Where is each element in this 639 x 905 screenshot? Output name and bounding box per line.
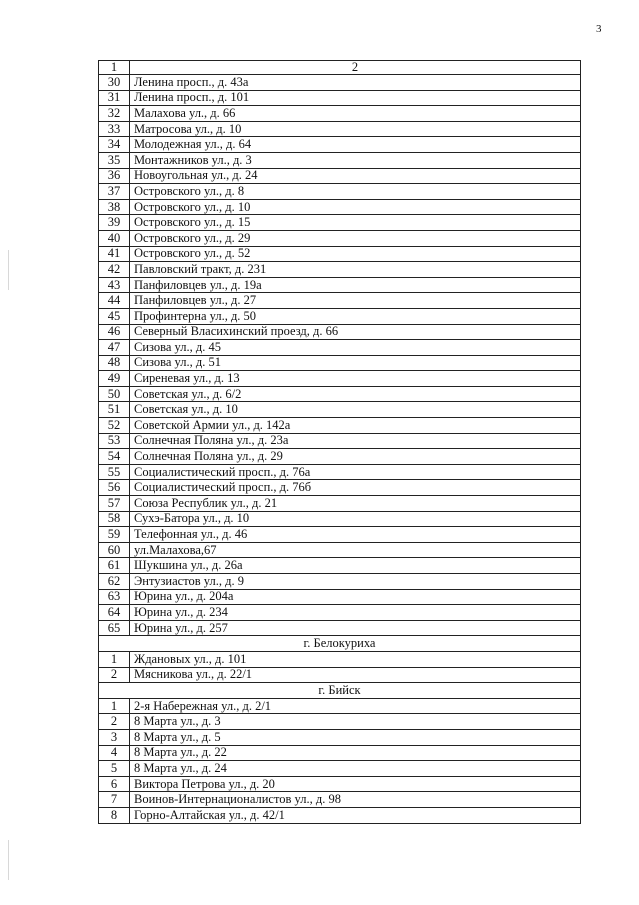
row-address: Юрина ул., д. 234 bbox=[130, 605, 581, 621]
address-table bbox=[98, 60, 581, 824]
row-address: 8 Марта ул., д. 22 bbox=[130, 745, 581, 761]
table-header-row bbox=[99, 61, 581, 75]
scan-edge-mark bbox=[8, 250, 9, 290]
header-col-address: 2 bbox=[130, 61, 581, 75]
table-row bbox=[99, 355, 581, 371]
table-row bbox=[99, 729, 581, 745]
row-address: Советская ул., д. 10 bbox=[130, 402, 581, 418]
row-address: Солнечная Поляна ул., д. 23а bbox=[130, 433, 581, 449]
row-number: 41 bbox=[99, 246, 130, 262]
table-row bbox=[99, 480, 581, 496]
table-row bbox=[99, 714, 581, 730]
table-row bbox=[99, 496, 581, 512]
row-number: 2 bbox=[99, 714, 130, 730]
table-row bbox=[99, 433, 581, 449]
row-number: 5 bbox=[99, 761, 130, 777]
row-address: ул.Малахова,67 bbox=[130, 542, 581, 558]
row-address: Юрина ул., д. 257 bbox=[130, 620, 581, 636]
row-number: 64 bbox=[99, 605, 130, 621]
table-row bbox=[99, 527, 581, 543]
row-address: 2-я Набережная ул., д. 2/1 bbox=[130, 698, 581, 714]
row-number: 4 bbox=[99, 745, 130, 761]
row-number: 44 bbox=[99, 293, 130, 309]
table-row bbox=[99, 152, 581, 168]
row-address: Сизова ул., д. 45 bbox=[130, 340, 581, 356]
table-row bbox=[99, 776, 581, 792]
row-address: Социалистический просп., д. 76б bbox=[130, 480, 581, 496]
table-row bbox=[99, 277, 581, 293]
table-row bbox=[99, 137, 581, 153]
scan-edge-mark bbox=[8, 840, 9, 880]
row-address: Шукшина ул., д. 26а bbox=[130, 558, 581, 574]
row-address: Советской Армии ул., д. 142а bbox=[130, 418, 581, 434]
table-row bbox=[99, 262, 581, 278]
row-number: 35 bbox=[99, 152, 130, 168]
city-heading-row bbox=[99, 683, 581, 699]
row-number: 2 bbox=[99, 667, 130, 683]
row-address: Горно-Алтайская ул., д. 42/1 bbox=[130, 807, 581, 823]
table-row bbox=[99, 574, 581, 590]
table-row bbox=[99, 620, 581, 636]
table-row bbox=[99, 589, 581, 605]
table-row bbox=[99, 402, 581, 418]
row-number: 61 bbox=[99, 558, 130, 574]
row-address: Союза Республик ул., д. 21 bbox=[130, 496, 581, 512]
row-number: 47 bbox=[99, 340, 130, 356]
row-address: Островского ул., д. 8 bbox=[130, 184, 581, 200]
row-address: Воинов-Интернационалистов ул., д. 98 bbox=[130, 792, 581, 808]
row-address: Северный Власихинский проезд, д. 66 bbox=[130, 324, 581, 340]
row-address: Павловский тракт, д. 231 bbox=[130, 262, 581, 278]
row-number: 37 bbox=[99, 184, 130, 200]
row-address: Молодежная ул., д. 64 bbox=[130, 137, 581, 153]
city-heading-row bbox=[99, 636, 581, 652]
table-row bbox=[99, 121, 581, 137]
row-address: Малахова ул., д. 66 bbox=[130, 106, 581, 122]
row-address: Островского ул., д. 10 bbox=[130, 199, 581, 215]
row-address: Виктора Петрова ул., д. 20 bbox=[130, 776, 581, 792]
row-number: 8 bbox=[99, 807, 130, 823]
table-row bbox=[99, 230, 581, 246]
row-address: Новоугольная ул., д. 24 bbox=[130, 168, 581, 184]
row-number: 59 bbox=[99, 527, 130, 543]
page-number: 3 bbox=[596, 23, 602, 35]
table-row bbox=[99, 324, 581, 340]
row-number: 46 bbox=[99, 324, 130, 340]
row-address: Солнечная Поляна ул., д. 29 bbox=[130, 449, 581, 465]
row-number: 56 bbox=[99, 480, 130, 496]
row-number: 50 bbox=[99, 386, 130, 402]
row-number: 31 bbox=[99, 90, 130, 106]
table-row bbox=[99, 511, 581, 527]
table-row bbox=[99, 293, 581, 309]
row-address: Юрина ул., д. 204а bbox=[130, 589, 581, 605]
row-number: 40 bbox=[99, 230, 130, 246]
row-address: Сиреневая ул., д. 13 bbox=[130, 371, 581, 387]
row-address: Сухэ-Батора ул., д. 10 bbox=[130, 511, 581, 527]
row-address: Островского ул., д. 52 bbox=[130, 246, 581, 262]
row-number: 55 bbox=[99, 464, 130, 480]
row-address: Матросова ул., д. 10 bbox=[130, 121, 581, 137]
row-number: 57 bbox=[99, 496, 130, 512]
row-number: 34 bbox=[99, 137, 130, 153]
row-number: 48 bbox=[99, 355, 130, 371]
row-address: Островского ул., д. 29 bbox=[130, 230, 581, 246]
row-address: Советская ул., д. 6/2 bbox=[130, 386, 581, 402]
table-row bbox=[99, 199, 581, 215]
row-number: 49 bbox=[99, 371, 130, 387]
table-row bbox=[99, 75, 581, 91]
table-row bbox=[99, 761, 581, 777]
table-row bbox=[99, 558, 581, 574]
table-row bbox=[99, 246, 581, 262]
row-number: 43 bbox=[99, 277, 130, 293]
row-number: 53 bbox=[99, 433, 130, 449]
row-address: Ленина просп., д. 101 bbox=[130, 90, 581, 106]
row-address: Мясникова ул., д. 22/1 bbox=[130, 667, 581, 683]
row-number: 30 bbox=[99, 75, 130, 91]
row-address: Телефонная ул., д. 46 bbox=[130, 527, 581, 543]
table-row bbox=[99, 698, 581, 714]
row-number: 3 bbox=[99, 729, 130, 745]
row-address: Монтажников ул., д. 3 bbox=[130, 152, 581, 168]
row-address: 8 Марта ул., д. 3 bbox=[130, 714, 581, 730]
table-row bbox=[99, 651, 581, 667]
row-number: 6 bbox=[99, 776, 130, 792]
row-number: 54 bbox=[99, 449, 130, 465]
table-row bbox=[99, 386, 581, 402]
row-number: 65 bbox=[99, 620, 130, 636]
row-address: Социалистический просп., д. 76а bbox=[130, 464, 581, 480]
row-number: 32 bbox=[99, 106, 130, 122]
row-number: 52 bbox=[99, 418, 130, 434]
row-number: 42 bbox=[99, 262, 130, 278]
table-row bbox=[99, 449, 581, 465]
table-row bbox=[99, 667, 581, 683]
table-row bbox=[99, 340, 581, 356]
table-row bbox=[99, 184, 581, 200]
table-row bbox=[99, 371, 581, 387]
table-row bbox=[99, 106, 581, 122]
row-address: 8 Марта ул., д. 24 bbox=[130, 761, 581, 777]
row-number: 7 bbox=[99, 792, 130, 808]
row-address: Сизова ул., д. 51 bbox=[130, 355, 581, 371]
table-row bbox=[99, 605, 581, 621]
row-number: 36 bbox=[99, 168, 130, 184]
row-number: 39 bbox=[99, 215, 130, 231]
row-number: 58 bbox=[99, 511, 130, 527]
table-row bbox=[99, 418, 581, 434]
row-number: 33 bbox=[99, 121, 130, 137]
row-number: 63 bbox=[99, 589, 130, 605]
table-row bbox=[99, 745, 581, 761]
table-row bbox=[99, 464, 581, 480]
table-row bbox=[99, 90, 581, 106]
header-col-number: 1 bbox=[99, 61, 130, 75]
address-table-body bbox=[99, 61, 581, 824]
table-row bbox=[99, 792, 581, 808]
row-address: Панфиловцев ул., д. 27 bbox=[130, 293, 581, 309]
row-number: 1 bbox=[99, 698, 130, 714]
row-address: 8 Марта ул., д. 5 bbox=[130, 729, 581, 745]
city-heading: г. Белокуриха bbox=[99, 636, 581, 652]
row-address: Профинтерна ул., д. 50 bbox=[130, 308, 581, 324]
row-address: Ждановых ул., д. 101 bbox=[130, 651, 581, 667]
row-address: Островского ул., д. 15 bbox=[130, 215, 581, 231]
city-heading: г. Бийск bbox=[99, 683, 581, 699]
row-number: 1 bbox=[99, 651, 130, 667]
row-address: Энтузиастов ул., д. 9 bbox=[130, 574, 581, 590]
table-row bbox=[99, 542, 581, 558]
row-number: 45 bbox=[99, 308, 130, 324]
table-row bbox=[99, 807, 581, 823]
row-address: Панфиловцев ул., д. 19а bbox=[130, 277, 581, 293]
row-address: Ленина просп., д. 43а bbox=[130, 75, 581, 91]
row-number: 60 bbox=[99, 542, 130, 558]
row-number: 38 bbox=[99, 199, 130, 215]
table-row bbox=[99, 168, 581, 184]
table-row bbox=[99, 308, 581, 324]
row-number: 51 bbox=[99, 402, 130, 418]
row-number: 62 bbox=[99, 574, 130, 590]
table-row bbox=[99, 215, 581, 231]
